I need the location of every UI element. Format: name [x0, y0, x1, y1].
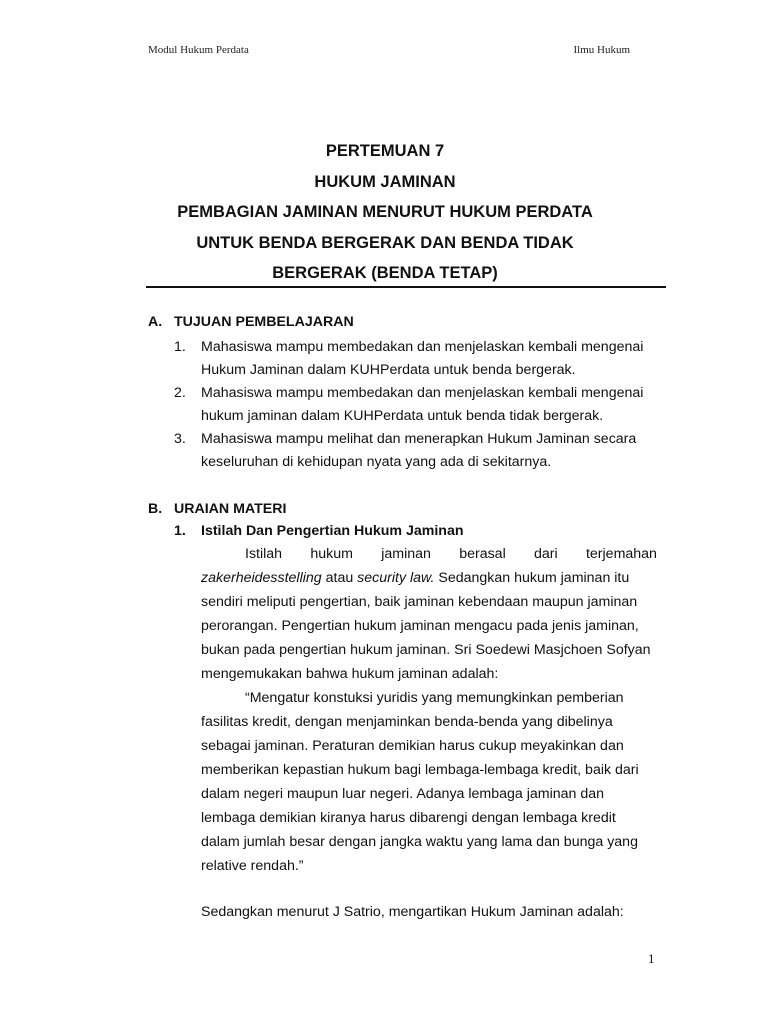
- section-a-letter: A.: [148, 314, 163, 330]
- word: dari: [534, 546, 558, 562]
- quote-line-7: dalam jumlah besar dengan jangka waktu yang lama dan bunga yang: [201, 834, 638, 850]
- section-b-heading: URAIAN MATERI: [174, 501, 287, 517]
- title-divider: [146, 286, 666, 288]
- quote-line-5: dalam negeri maupun luar negeri. Adanya lembaga jaminan dan: [201, 786, 605, 802]
- word: hukum: [310, 546, 353, 562]
- quote-line-2: fasilitas kredit, dengan menjaminkan benda-benda yang dibelinya: [201, 714, 613, 730]
- word: berasal: [459, 546, 506, 562]
- word: Istilah: [245, 546, 283, 562]
- objective-1-line-2: Hukum Jaminan dalam KUHPerdata untuk benda bergerak.: [201, 362, 576, 378]
- section-b-letter: B.: [148, 501, 163, 517]
- objective-3-number: 3.: [174, 431, 186, 447]
- word: terjemahan: [585, 546, 657, 562]
- closing-sentence: Sedangkan menurut J Satrio, mengartikan Hukum Jaminan adalah:: [201, 904, 624, 920]
- running-header: [148, 44, 630, 56]
- objective-2-line-1: Mahasiswa mampu membedakan dan menjelaskan kembali mengenai: [201, 385, 644, 401]
- quote-line-1: “Mengatur konstuksi yuridis yang memungkinkan pemberian: [245, 690, 624, 706]
- paragraph-1-line-5: bukan pada pengertian hukum jaminan. Sri Soedewi Masjchoen Sofyan: [201, 642, 651, 658]
- quote-line-8: relative rendah.”: [201, 858, 304, 874]
- paragraph-1-line-4: perorangan. Pengertian hukum jaminan mengacu pada jenis jaminan,: [201, 618, 639, 634]
- term-zakerheidesstelling: zakerheidesstelling: [201, 570, 322, 586]
- quote-line-4: memberikan kepastian hukum bagi lembaga-lembaga kredit, baik dari: [201, 762, 639, 778]
- title-topic: HUKUM JAMINAN: [314, 172, 456, 191]
- page-number: 1: [648, 951, 655, 966]
- objective-1-number: 1.: [174, 339, 186, 355]
- connector-text: atau: [321, 570, 358, 586]
- subsection-1-number: 1.: [174, 523, 186, 539]
- objective-3-line-1: Mahasiswa mampu melihat dan menerapkan Hukum Jaminan secara: [201, 431, 637, 447]
- objective-3-line-2: keseluruhan di kehidupan nyata yang ada di sekitarnya.: [201, 454, 552, 470]
- objective-2-number: 2.: [174, 385, 186, 401]
- paragraph-1-line-3: sendiri meliputi pengertian, baik jaminan kebendaan maupun jaminan: [201, 594, 638, 610]
- header-module-title: Modul Hukum Perdata: [148, 44, 249, 56]
- subsection-1-heading: Istilah Dan Pengertian Hukum Jaminan: [201, 523, 464, 539]
- word: jaminan: [381, 546, 431, 562]
- continuation-text: Sedangkan hukum jaminan itu: [434, 570, 630, 586]
- title-subtitle-line-2: UNTUK BENDA BERGERAK DAN BENDA TIDAK: [196, 233, 574, 252]
- title-subtitle-line-3: BERGERAK (BENDA TETAP): [272, 264, 498, 282]
- chapter-title: [140, 136, 630, 289]
- objective-2-line-2: hukum jaminan dalam KUHPerdata untuk benda tidak bergerak.: [201, 408, 604, 424]
- quote-line-3: sebagai jaminan. Peraturan demikian harus cukup meyakinkan dan: [201, 738, 624, 754]
- paragraph-1-line-2: [201, 569, 629, 587]
- quote-line-6: lembaga demikian kiranya harus dibarengi dengan lembaga kredit: [201, 810, 616, 826]
- term-security-law: security law.: [357, 570, 435, 586]
- title-subtitle-line-1: PEMBAGIAN JAMINAN MENURUT HUKUM PERDATA: [177, 203, 593, 221]
- paragraph-1-line-6: mengemukakan bahwa hukum jaminan adalah:: [201, 666, 499, 682]
- section-a-heading: TUJUAN PEMBELAJARAN: [174, 314, 354, 330]
- paragraph-1-line-1: [245, 545, 657, 563]
- title-meeting: PERTEMUAN 7: [325, 142, 445, 160]
- header-department: Ilmu Hukum: [573, 44, 630, 56]
- objective-1-line-1: Mahasiswa mampu membedakan dan menjelaskan kembali mengenai: [201, 339, 644, 355]
